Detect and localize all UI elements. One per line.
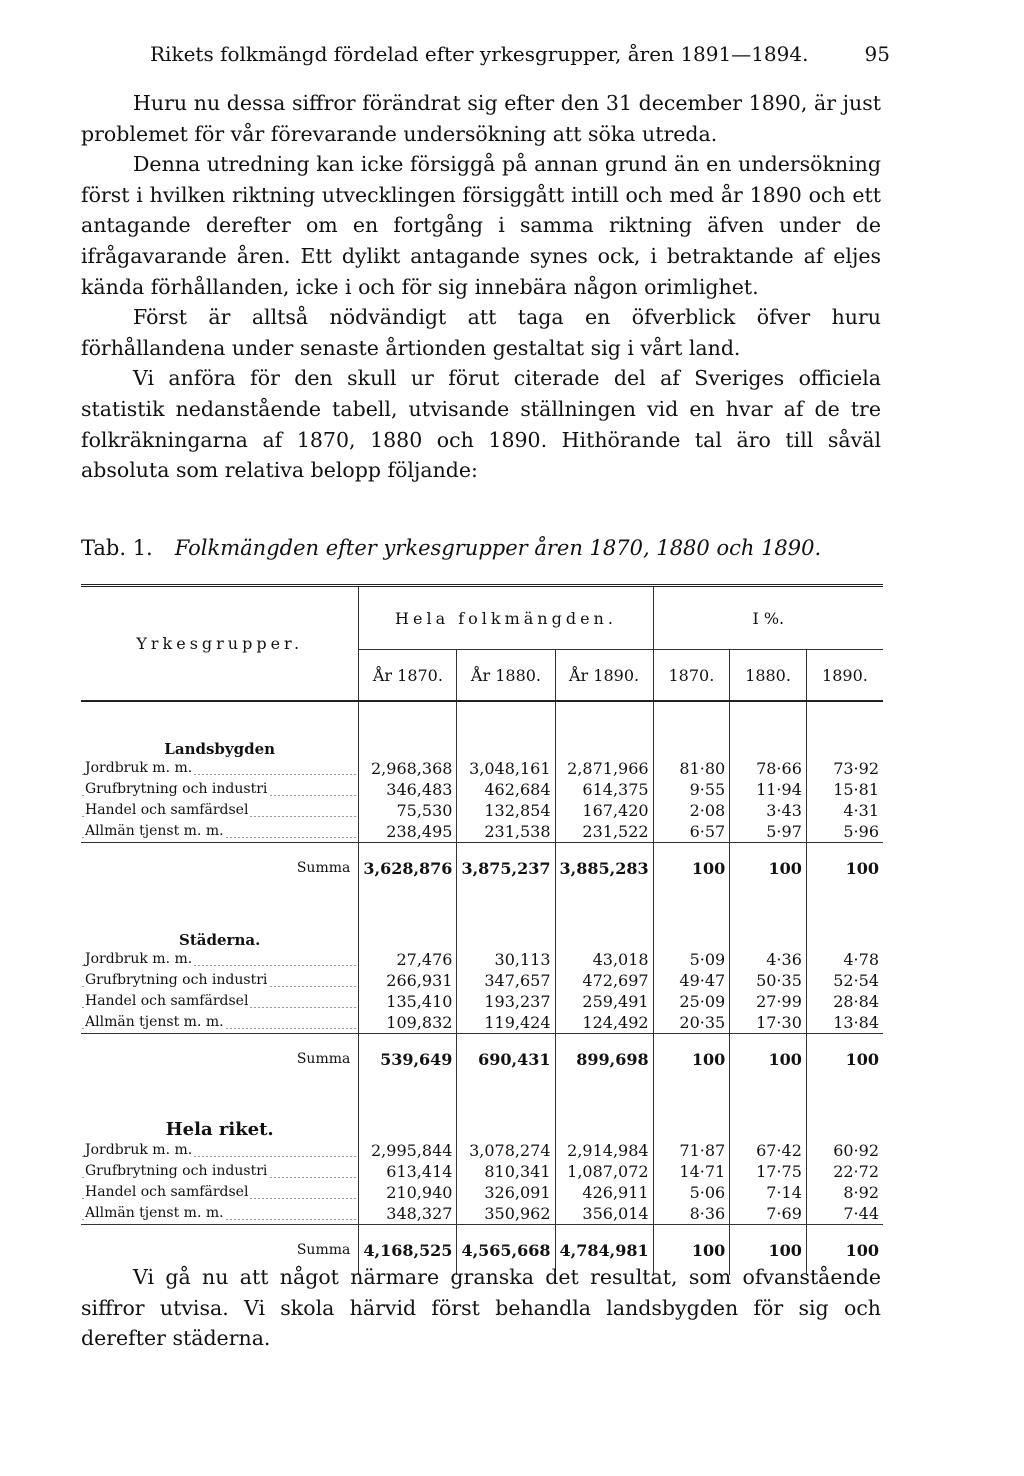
percent-value: 28·84 — [833, 992, 879, 1011]
empty-cell — [457, 701, 555, 758]
sum-label: Summa — [81, 1034, 359, 1085]
row-label-cell — [81, 1161, 359, 1182]
column-header-pct: 1890. — [806, 650, 883, 702]
absolute-value: 132,854 — [457, 800, 555, 821]
row-label-cell — [81, 1140, 359, 1161]
row-label: Allmän tjenst m. m. — [85, 823, 224, 839]
empty-cell — [653, 701, 730, 758]
row-label-cell — [81, 758, 359, 779]
percent-value: 25·09 — [653, 991, 730, 1012]
column-header-year: År 1880. — [457, 650, 555, 702]
percent-value: 20·35 — [653, 1012, 730, 1034]
row-label: Allmän tjenst m. m. — [85, 1014, 224, 1030]
absolute-value: 472,697 — [555, 970, 653, 991]
percent-value: 5·97 — [730, 821, 807, 843]
absolute-value: 614,375 — [555, 779, 653, 800]
absolute-value: 193,237 — [457, 991, 555, 1012]
absolute-value: 3,078,274 — [457, 1140, 555, 1161]
percent-value: 67·42 — [730, 1140, 807, 1161]
row-label: Handel och samfärdsel — [85, 1184, 249, 1200]
percent-value: 8·36 — [653, 1203, 730, 1225]
empty-cell — [359, 1084, 457, 1140]
percent-value: 8·92 — [843, 1183, 879, 1202]
sum-absolute-value: 3,628,876 — [359, 843, 457, 894]
row-label: Allmän tjenst m. m. — [85, 1205, 224, 1221]
row-label: Handel och samfärdsel — [85, 802, 249, 818]
absolute-value: 231,538 — [457, 821, 555, 843]
sum-absolute-value: 3,875,237 — [457, 843, 555, 894]
percent-value: 17·30 — [730, 1012, 807, 1034]
paragraph: Vi anföra för den skull ur förut citerade del af Sveriges officiela statistik nedanstående tabell, utvisande ställningen vid en hvar af de tre folkräkningarna af 1870, 1880 och 1890. Hithörande tal äro till såväl absoluta som relativa belopp följande: — [81, 366, 881, 483]
table-body — [81, 701, 883, 1275]
empty-cell — [457, 1084, 555, 1140]
empty-cell — [359, 893, 457, 949]
percent-value: 6·57 — [653, 821, 730, 843]
sum-label: Summa — [81, 843, 359, 894]
percent-value: 73·92 — [833, 759, 879, 778]
sum-absolute-value: 899,698 — [555, 1034, 653, 1085]
absolute-value: 426,911 — [555, 1182, 653, 1203]
row-label: Jordbruk m. m. — [85, 951, 193, 967]
table-row — [81, 821, 883, 843]
empty-cell — [359, 701, 457, 758]
percent-value: 5·06 — [653, 1182, 730, 1203]
section-heading-row — [81, 701, 883, 758]
percent-value: 5·09 — [653, 949, 730, 970]
sum-percent-value: 100 — [730, 1034, 807, 1085]
absolute-value: 2,968,368 — [359, 758, 457, 779]
percent-value: 14·71 — [653, 1161, 730, 1182]
empty-cell — [806, 893, 883, 949]
absolute-value: 238,495 — [359, 821, 457, 843]
absolute-value: 75,530 — [359, 800, 457, 821]
sum-absolute-value: 539,649 — [359, 1034, 457, 1085]
absolute-value: 347,657 — [457, 970, 555, 991]
absolute-value: 356,014 — [555, 1203, 653, 1225]
row-label-cell — [81, 1012, 359, 1034]
percent-value: 50·35 — [730, 970, 807, 991]
empty-cell — [806, 701, 883, 758]
absolute-value: 135,410 — [359, 991, 457, 1012]
closing-text — [81, 1262, 881, 1354]
absolute-value: 1,087,072 — [555, 1161, 653, 1182]
section-heading-row — [81, 1084, 883, 1140]
absolute-value: 109,832 — [359, 1012, 457, 1034]
table-row — [81, 1161, 883, 1182]
sum-absolute-value: 3,885,283 — [555, 843, 653, 894]
table-row — [81, 1012, 883, 1034]
percent-value: 60·92 — [833, 1141, 879, 1160]
percent-value: 2·08 — [653, 800, 730, 821]
table-caption-title: Folkmängden efter yrkesgrupper åren 1870, 1880 och 1890. — [174, 536, 822, 560]
percent-value: 13·84 — [806, 1012, 883, 1034]
absolute-value: 167,420 — [555, 800, 653, 821]
column-group-absolute: Hela folkmängden. — [359, 586, 653, 650]
absolute-value: 259,491 — [555, 991, 653, 1012]
sum-row — [81, 1034, 883, 1085]
sum-percent-value: 100 — [653, 1225, 730, 1276]
percent-value: 27·99 — [730, 991, 807, 1012]
row-label: Jordbruk m. m. — [85, 760, 193, 776]
table-row — [81, 949, 883, 970]
absolute-value: 124,492 — [555, 1012, 653, 1034]
table-row — [81, 800, 883, 821]
empty-cell — [730, 1084, 807, 1140]
percent-value: 22·72 — [833, 1162, 879, 1181]
absolute-value: 350,962 — [457, 1203, 555, 1225]
sum-percent-value: 100 — [845, 1049, 879, 1069]
paragraph: Vi gå nu att något närmare granska det resultat, som ofvanstående siffror utvisa. Vi skola härvid först behandla landsbygden för sig och derefter städerna. — [81, 1265, 881, 1351]
absolute-value: 210,940 — [359, 1182, 457, 1203]
column-header-pct: 1870. — [653, 650, 730, 702]
empty-cell — [555, 701, 653, 758]
absolute-value: 30,113 — [457, 949, 555, 970]
table-header-row — [81, 586, 883, 650]
table-row — [81, 1182, 883, 1203]
percent-value: 3·43 — [730, 800, 807, 821]
percent-value: 17·75 — [730, 1161, 807, 1182]
sum-absolute-value: 690,431 — [457, 1034, 555, 1085]
percent-value: 49·47 — [653, 970, 730, 991]
sum-absolute-value: 4,168,525 — [359, 1225, 457, 1276]
row-label-cell — [81, 1182, 359, 1203]
row-label-cell — [81, 949, 359, 970]
row-label: Handel och samfärdsel — [85, 993, 249, 1009]
percent-value: 4·36 — [730, 949, 807, 970]
row-label-cell — [81, 991, 359, 1012]
empty-cell — [653, 1084, 730, 1140]
table-row — [81, 1203, 883, 1225]
sum-percent-value: 100 — [730, 843, 807, 894]
section-heading: Hela riket. — [81, 1084, 359, 1140]
absolute-value: 43,018 — [555, 949, 653, 970]
absolute-value: 266,931 — [359, 970, 457, 991]
column-header-year: År 1870. — [359, 650, 457, 702]
row-label: Grufbrytning och industri — [85, 972, 268, 988]
column-header-pct: 1880. — [730, 650, 807, 702]
absolute-value: 2,914,984 — [555, 1140, 653, 1161]
row-label-cell — [81, 821, 359, 843]
running-header-title: Rikets folkmängd fördelad efter yrkesgrupper, åren 1891—1894. — [150, 42, 809, 66]
column-group-percent: I %. — [653, 586, 883, 650]
absolute-value: 231,522 — [555, 821, 653, 843]
empty-cell — [555, 1084, 653, 1140]
absolute-value: 348,327 — [359, 1203, 457, 1225]
sum-percent-value: 100 — [730, 1225, 807, 1276]
table-row — [81, 779, 883, 800]
table-caption-label: Tab. 1. — [81, 536, 153, 560]
percent-value: 9·55 — [653, 779, 730, 800]
row-label-cell — [81, 970, 359, 991]
section-heading-row — [81, 893, 883, 949]
intro-text — [81, 88, 881, 486]
table-row — [81, 991, 883, 1012]
page-number: 95 — [864, 42, 890, 66]
absolute-value: 2,871,966 — [555, 758, 653, 779]
absolute-value: 3,048,161 — [457, 758, 555, 779]
empty-cell — [730, 893, 807, 949]
absolute-value: 27,476 — [359, 949, 457, 970]
section-heading: Landsbygden — [81, 701, 359, 758]
running-header — [150, 42, 890, 76]
empty-cell — [555, 893, 653, 949]
empty-cell — [806, 1084, 883, 1140]
sum-absolute-value: 4,784,981 — [555, 1225, 653, 1276]
absolute-value: 613,414 — [359, 1161, 457, 1182]
sum-percent-value: 100 — [845, 858, 879, 878]
percent-value: 81·80 — [653, 758, 730, 779]
column-header-groups: Yrkesgrupper. — [81, 586, 359, 702]
percent-value: 7·44 — [806, 1203, 883, 1225]
absolute-value: 346,483 — [359, 779, 457, 800]
row-label-cell — [81, 779, 359, 800]
percent-value: 4·31 — [843, 801, 879, 820]
percent-value: 78·66 — [730, 758, 807, 779]
percent-value: 52·54 — [833, 971, 879, 990]
row-label-cell — [81, 800, 359, 821]
percent-value: 11·94 — [730, 779, 807, 800]
table-row — [81, 970, 883, 991]
percent-value: 4·78 — [843, 950, 879, 969]
percent-value: 7·69 — [730, 1203, 807, 1225]
percent-value: 15·81 — [833, 780, 879, 799]
table-row — [81, 758, 883, 779]
sum-percent-value: 100 — [653, 843, 730, 894]
sum-absolute-value: 4,565,668 — [457, 1225, 555, 1276]
sum-label: Summa — [81, 1225, 359, 1276]
paragraph: Först är alltså nödvändigt att taga en öfverblick öfver huru förhållandena under senaste årtionden gestaltat sig i vårt land. — [81, 305, 881, 360]
row-label-cell — [81, 1203, 359, 1225]
percent-value: 7·14 — [730, 1182, 807, 1203]
percent-value: 71·87 — [653, 1140, 730, 1161]
absolute-value: 810,341 — [457, 1161, 555, 1182]
paragraph: Denna utredning kan icke försiggå på annan grund än en undersökning först i hvilken riktning utvecklingen försiggått intill och med år 1890 och ett antagande derefter om en fortgång i samma riktning äfven under de ifrågavarande åren. Ett dylikt antagande synes ock, i betraktande af eljes kända förhållanden, icke i och för sig innebära någon orimlighet. — [81, 152, 881, 299]
population-table — [81, 584, 883, 1275]
table-row — [81, 1140, 883, 1161]
row-label: Grufbrytning och industri — [85, 781, 268, 797]
section-heading: Städerna. — [81, 893, 359, 949]
percent-value: 5·96 — [806, 821, 883, 843]
table-caption — [81, 536, 881, 560]
column-header-year: År 1890. — [555, 650, 653, 702]
absolute-value: 119,424 — [457, 1012, 555, 1034]
row-label: Jordbruk m. m. — [85, 1142, 193, 1158]
absolute-value: 326,091 — [457, 1182, 555, 1203]
sum-percent-value: 100 — [653, 1034, 730, 1085]
sum-row — [81, 843, 883, 894]
absolute-value: 2,995,844 — [359, 1140, 457, 1161]
row-label: Grufbrytning och industri — [85, 1163, 268, 1179]
absolute-value: 462,684 — [457, 779, 555, 800]
paragraph: Huru nu dessa siffror förändrat sig efter den 31 december 1890, är just problemet för vår förevarande undersökning att söka utreda. — [81, 91, 881, 146]
empty-cell — [730, 701, 807, 758]
empty-cell — [457, 893, 555, 949]
empty-cell — [653, 893, 730, 949]
sum-percent-value: 100 — [845, 1240, 879, 1260]
